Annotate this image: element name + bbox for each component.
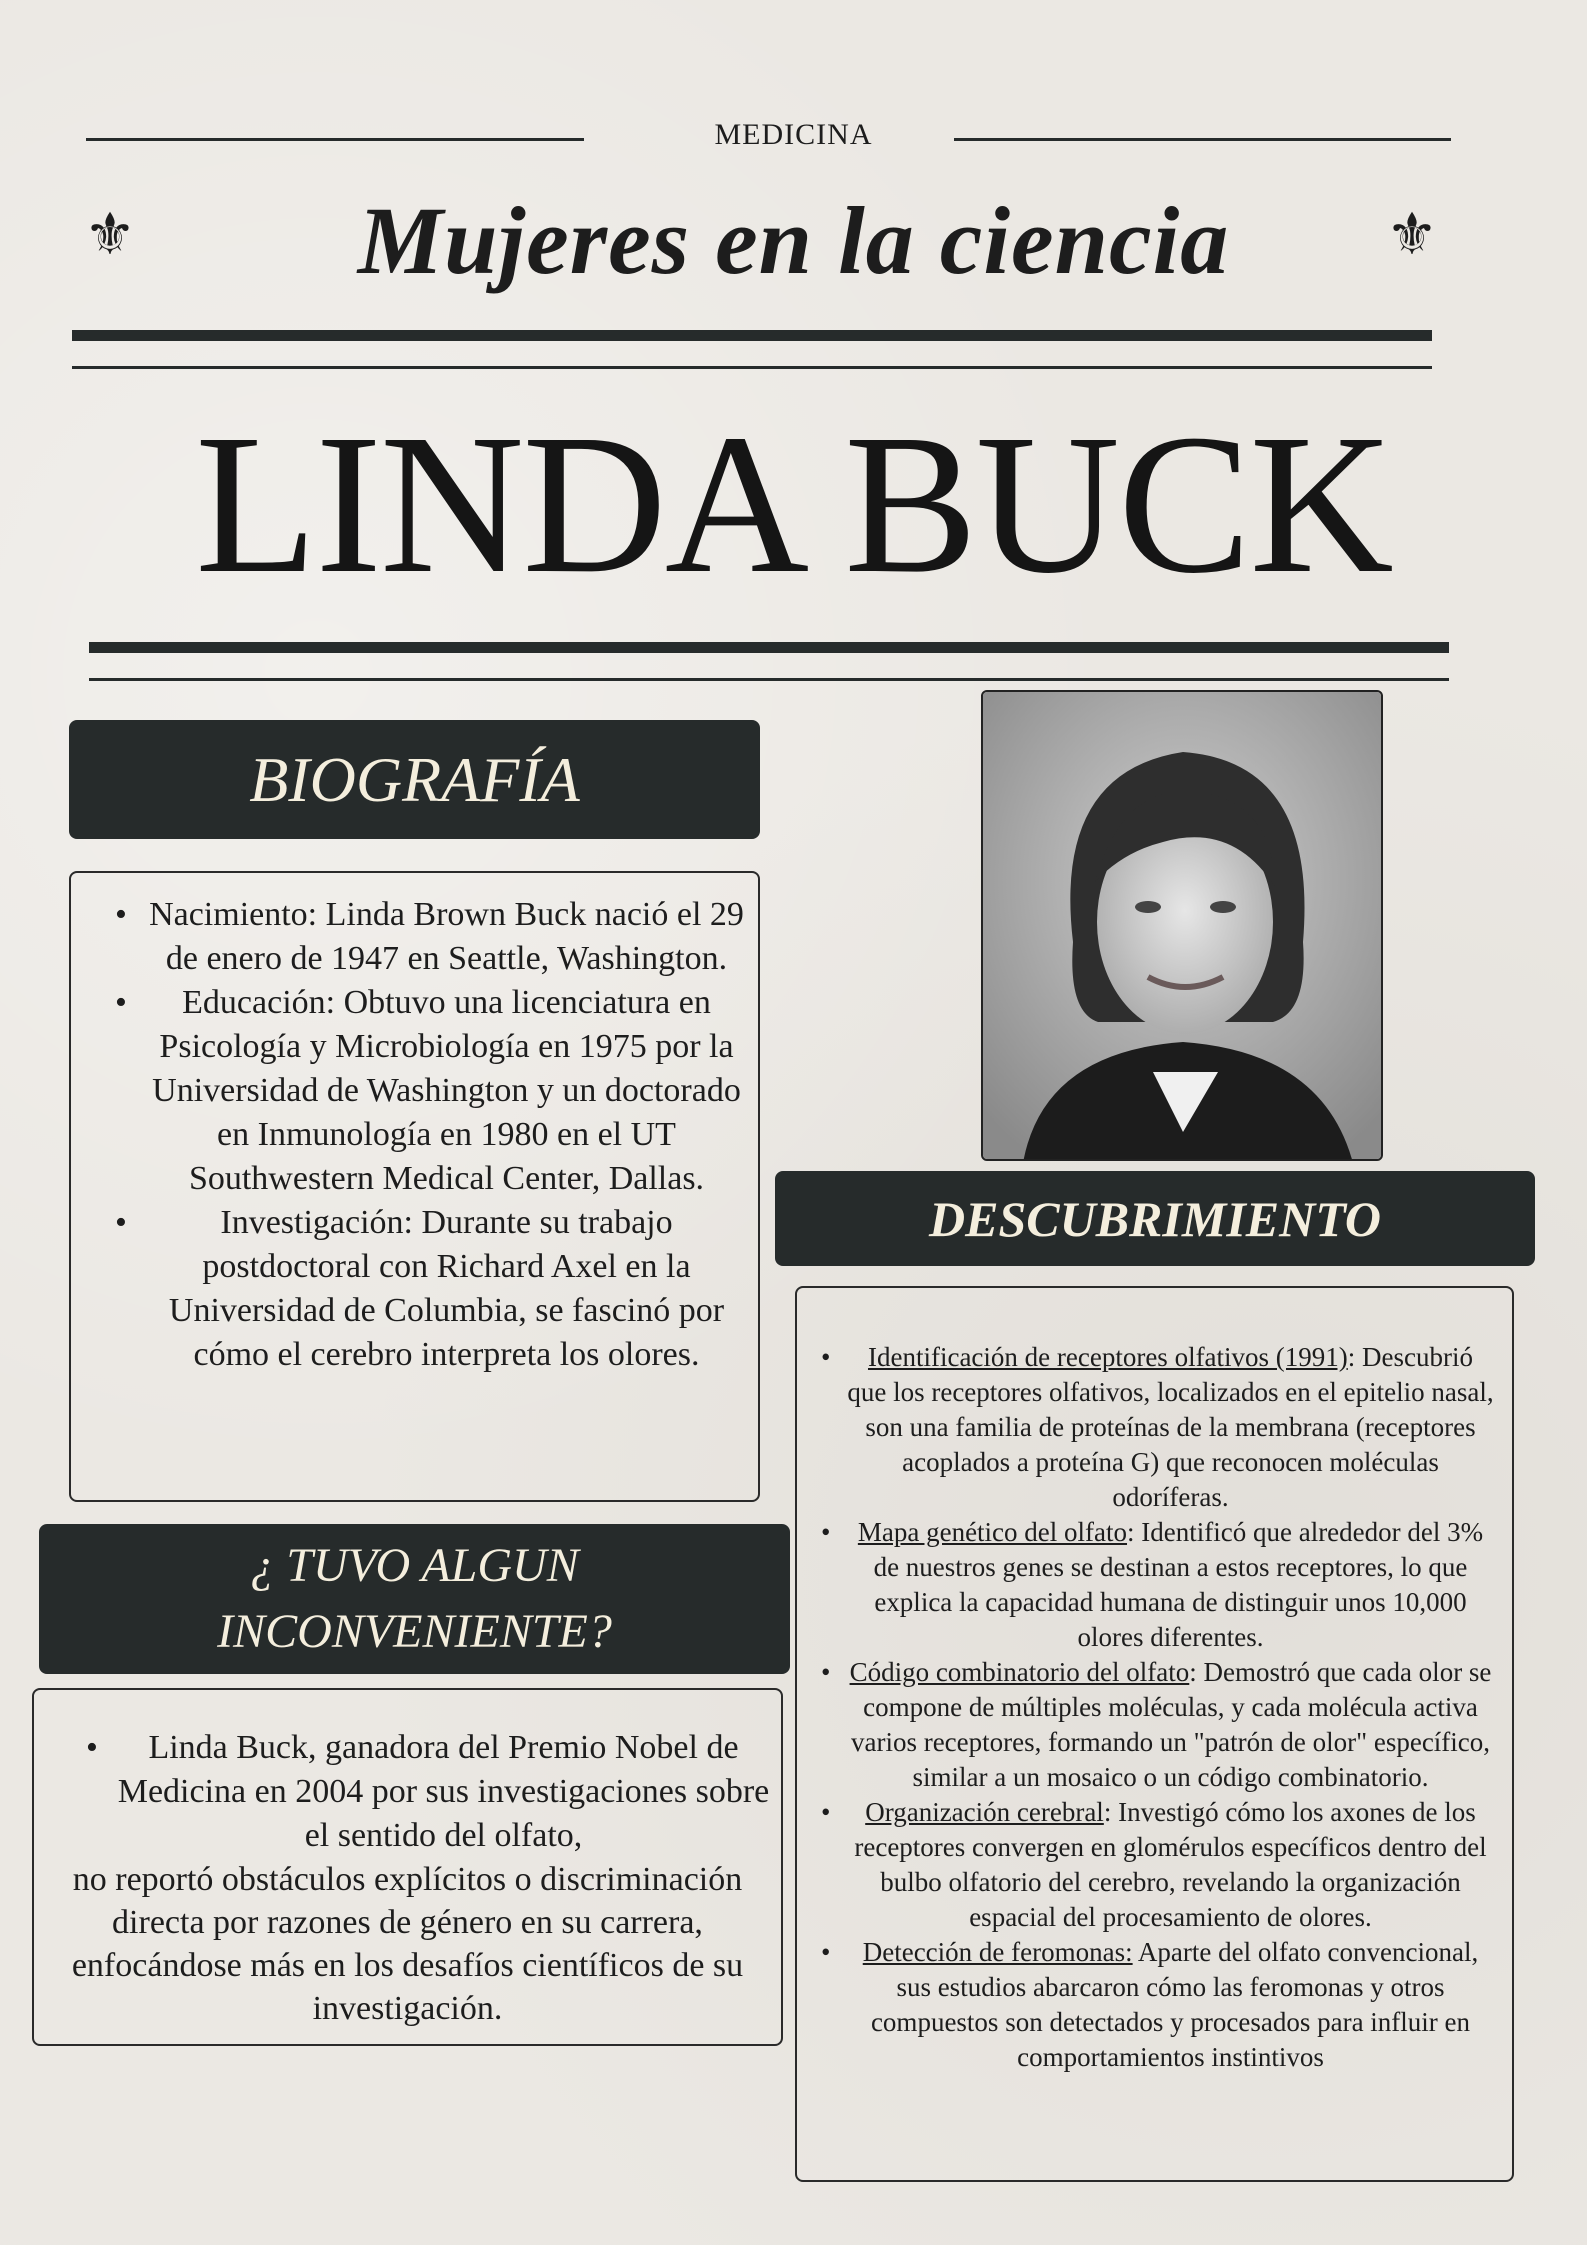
- inconveniente-text: no reportó obstáculos explícitos o discriminación directa por razones de género en su carrera, enfocándose más en los desafíos científicos de su investigación.: [71, 1861, 744, 2027]
- list-item: [847, 1935, 1494, 2075]
- item-term: Detección de feromonas:: [862, 1937, 1133, 1967]
- portrait-image: [983, 692, 1383, 1161]
- thick-rule: [72, 330, 1432, 341]
- thick-rule: [89, 642, 1449, 653]
- fleur-de-lis-icon: ⚜: [1386, 202, 1438, 267]
- item-term: Identificación de receptores olfativos (1991): [867, 1342, 1348, 1372]
- list-item: • Linda Buck, ganadora del Premio Nobel de Medicina en 2004 por sus investigaciones sobre el sentido del olfato,: [112, 1726, 775, 1858]
- item-text: Aparte del olfato convencional, sus estudios abarcaron cómo las feromonas y otros compuestos son detectados y procesados para influir en comportamientos instintivos: [870, 1937, 1479, 2072]
- portrait-photo: [981, 690, 1383, 1161]
- item-term: Mapa genético del olfato: [857, 1517, 1128, 1547]
- item-text: : Investigó cómo los axones de los receptores convergen en glomérulos específicos dentro del bulbo olfatorio del cerebro, revelando la organización espacial del procesamiento de olores.: [854, 1797, 1487, 1932]
- list-item: [847, 1515, 1494, 1655]
- list-item: • Investigación: Durante su trabajo postdoctoral con Richard Axel en la Universidad de Columbia, se fascinó por cómo el cerebro interpreta los olores.: [141, 1201, 752, 1377]
- list-item: [847, 1795, 1494, 1935]
- inconveniente-box: [32, 1688, 783, 2046]
- fleur-de-lis-icon: ⚜: [84, 202, 136, 267]
- biografia-header: [69, 720, 760, 839]
- inconveniente-title-line1: ¿ TUVO ALGUN: [250, 1539, 579, 1592]
- item-term: Código combinatorio del olfato: [849, 1657, 1190, 1687]
- masthead-title: Mujeres en la ciencia: [357, 187, 1230, 294]
- thin-rule: [89, 678, 1449, 681]
- item-text: : Descubrió que los receptores olfativos, localizados en el epitelio nasal, son una familia de proteínas de la membrana (receptores acoplados a proteína G) que reconocen moléculas odoríferas.: [847, 1342, 1494, 1512]
- thin-rule: [72, 366, 1432, 369]
- item-text: : Identificó que alrededor del 3% de nuestros genes se destinan a estos receptores, lo que explica la capacidad humana de distinguir unos 10,000 olores diferentes.: [873, 1517, 1484, 1652]
- biografia-title: BIOGRAFÍA: [249, 743, 580, 815]
- inconveniente-title-line2: INCONVENIENTE?: [217, 1605, 612, 1658]
- list-item: • Nacimiento: Linda Brown Buck nació el 29 de enero de 1947 en Seattle, Washington.: [141, 893, 752, 981]
- descubrimiento-box: [795, 1286, 1514, 2182]
- descubrimiento-title: DESCUBRIMIENTO: [928, 1190, 1381, 1247]
- section-kicker: MEDICINA: [714, 118, 873, 151]
- inconveniente-header: [39, 1524, 790, 1674]
- biografia-box: [69, 871, 760, 1502]
- descubrimiento-header: [775, 1171, 1535, 1266]
- list-item: [847, 1655, 1494, 1795]
- list-item: [847, 1340, 1494, 1515]
- item-text: : Demostró que cada olor se compone de múltiples moléculas, y cada molécula activa varios receptores, formando un "patrón de olor" específico, similar a un mosaico o un código combinatorio.: [850, 1657, 1492, 1792]
- list-item: • Educación: Obtuvo una licenciatura en Psicología y Microbiología en 1975 por la Universidad de Washington y un doctorado en Inmunología en 1980 en el UT Southwestern Medical Center, Dallas.: [141, 981, 752, 1201]
- item-term: Organización cerebral: [865, 1797, 1104, 1827]
- headline-name: LINDA BUCK: [195, 394, 1392, 615]
